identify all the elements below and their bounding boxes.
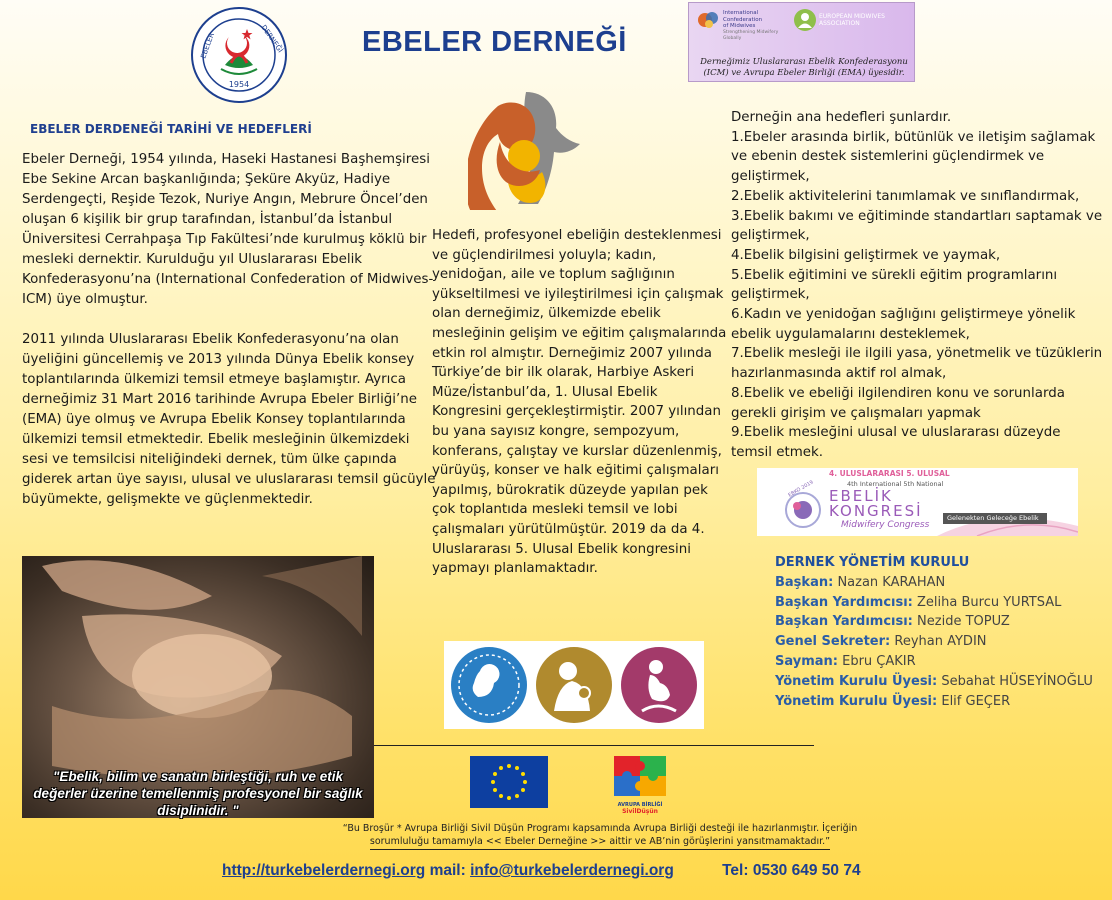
logo-ring-right: DERNEĞİ — [259, 23, 285, 55]
page-title: EBELER DERNEĞİ — [362, 26, 627, 58]
goal-item: 6.Kadın ve yenidoğan sağlığını geliştirmeye yönelik ebelik uygulamalarını desteklemek, — [731, 307, 1076, 342]
board-member — [775, 632, 1105, 652]
congress-intl-line: 4th International 5th National — [847, 480, 944, 488]
disclaimer-line-1: “Bu Broşür * Avrupa Birliği Sivil Düşün Programı kapsamında Avrupa Birliği desteği ile hazırlanmıştır. İçeriğin — [342, 823, 858, 834]
sivil-label-2: SivilDüşün — [622, 808, 658, 815]
member-name: Ebru ÇAKIR — [842, 653, 916, 669]
board-heading: DERNEK YÖNETİM KURULU — [775, 555, 970, 570]
sivil-dusun-logo — [610, 754, 670, 816]
eu-disclaimer — [300, 823, 900, 850]
quote-text: "Ebelik, bilim ve sanatın birleştiği, ruh ve etik değerler üzerine temellenmiş profesyonel bir sağlık disiplinidir. " — [33, 769, 363, 818]
footer-divider — [374, 745, 814, 746]
icon-strip — [444, 641, 704, 729]
goals-section — [731, 108, 1103, 463]
member-name: Reyhan AYDIN — [894, 634, 987, 650]
congress-top-line: 4. ULUSLARARASI 5. ULUSAL — [829, 469, 950, 478]
mail-label: mail: — [429, 862, 466, 879]
goal-item: 8.Ebelik ve ebeliği ilgilendiren konu ve sorunlarda gerekli girişim ve çalışmaları yapmak — [731, 385, 1065, 421]
section-heading: EBELER DERDENEĞİ TARİHİ VE HEDEFLERİ — [30, 122, 312, 136]
association-logo — [191, 7, 287, 103]
member-role: Başkan Yardımcısı: — [775, 614, 913, 630]
member-role: Genel Sekreter: — [775, 634, 891, 650]
icm-caption-line1: Derneğimiz Uluslararası Ebelik Konfederasyonu — [700, 57, 908, 67]
goal-item: 3.Ebelik bakımı ve eğitiminde standartları saptamak ve geliştirmek, — [731, 208, 1103, 244]
mother-icon — [536, 647, 612, 723]
congress-badge: Gelenekten Geleceğe Ebelik — [947, 514, 1039, 522]
goal-item: 9.Ebelik mesleğini ulusal ve uluslararası düzeyde temsil etmek. — [731, 425, 1061, 460]
mission-text: Hedefi, profesyonel ebeliğin desteklenmesi ve güçlendirilmesi yoluyla; kadın, yenidoğan, aile ve toplum sağlığının yükseltilmesi ve iyileştirilmesi için çalışmak olan derneğimiz, ülkemizde ebelik mesleğinin gelişim ve eğitim çalışmalarında etkin rol almıştır. Derneğimiz 2007 yılında Türkiye’de bir ilk olarak, Harbiye Askeri Müze/İstanbul’da, 1. Ulusal Ebelik Kongresini gerçekleştirmiştir. 2007 yılından bu yana sayısız kongre, sempozyum, konferans, çalıştay ve kurslar düzenlenmiş, yürüyüş, konser ve halk eğitimi çalışmaları yapılmış, bürokratik düzeyde yapılan pek çok toplantıda mesleki temsil ve lobi çalışmaları yürütülmüştür. 2019 da da 4. Uluslararası 5. Ulusal Ebelik kongresini yapmayı planlamaktadır. — [432, 228, 727, 577]
goal-item: 1.Ebeler arasında birlik, bütünlük ve iletişim sağlamak ve ebenin destek sistemlerini güçlendirmek ve geliştirmek, — [731, 129, 1096, 185]
disclaimer-line-2: sorumluluğu tamamıyla << Ebeler Derneğine >> aittir ve AB’nin görüşlerini yansıtmamaktadır.” — [370, 836, 830, 851]
logo-ring-left: EBELER — [199, 31, 217, 60]
member-name: Nazan KARAHAN — [837, 574, 946, 590]
goal-item: 4.Ebelik bilgisini geliştirmek ve yaymak, — [731, 247, 1001, 263]
website-link[interactable]: http://turkebelerdernegi.org — [222, 862, 426, 879]
member-name: Zeliha Burcu YURTSAL — [917, 594, 1062, 610]
board-member — [775, 593, 1105, 613]
member-name: Sebahat HÜSEYİNOĞLU — [941, 673, 1093, 689]
ema-name-line: EUROPEAN MIDWIVES — [819, 13, 885, 20]
board-member — [775, 652, 1105, 672]
ema-name-line: ASSOCIATION — [819, 20, 860, 27]
congress-title-2: KONGRESİ — [829, 502, 923, 520]
icm-tagline: Strengthening Midwifery Globally — [723, 29, 779, 41]
sivil-label-1: AVRUPA BİRLİĞİ — [617, 802, 663, 808]
member-name: Nezide TOPUZ — [917, 614, 1010, 630]
congress-logo-text: EBKO 2019 — [787, 479, 815, 499]
eu-flag-logo — [470, 756, 548, 808]
board-member — [775, 692, 1105, 712]
icm-name-line: of Midwives — [723, 23, 756, 29]
congress-subtitle: Midwifery Congress — [841, 520, 930, 530]
pregnancy-icon — [621, 647, 697, 723]
board-member — [775, 573, 1105, 593]
goals-intro: Derneğin ana hedefleri şunlardır. — [731, 110, 952, 125]
ema-logo-icon — [793, 8, 817, 32]
congress-banner — [757, 468, 1078, 536]
icm-ema-badge — [688, 2, 915, 82]
member-name: Elif GEÇER — [941, 693, 1011, 709]
goal-item: 5.Ebelik eğitimini ve sürekli eğitim programlarını geliştirmek, — [731, 267, 1058, 303]
logo-year: 1954 — [228, 80, 250, 89]
goal-item: 7.Ebelik mesleği ile ilgili yasa, yönetmelik ve tüzüklerin hazırlanmasında aktif rol almak, — [731, 346, 1103, 382]
email-link[interactable]: info@turkebelerdernegi.org — [470, 862, 674, 879]
telephone: Tel: 0530 649 50 74 — [722, 862, 861, 879]
board-section — [775, 553, 1105, 711]
member-role: Başkan: — [775, 574, 834, 590]
member-role: Yönetim Kurulu Üyesi: — [775, 673, 938, 689]
history-text — [22, 150, 436, 530]
icm-logo-icon — [697, 9, 721, 31]
contact-line — [222, 862, 861, 880]
member-role: Başkan Yardımcısı: — [775, 594, 913, 610]
member-role: Sayman: — [775, 653, 838, 669]
board-member — [775, 672, 1105, 692]
fetus-icon — [451, 647, 527, 723]
icm-caption-line2: (ICM) ve Avrupa Ebeler Birliği (EMA) üyesidir. — [703, 67, 905, 78]
goal-item: 2.Ebelik aktivitelerini tanımlamak ve sınıflandırmak, — [731, 188, 1080, 204]
icm-name-line: International — [723, 10, 759, 16]
mother-child-illustration — [468, 86, 584, 210]
icm-name-line: Confederation — [723, 16, 763, 23]
congress-title-1: EBELİK — [829, 487, 893, 505]
history-paragraph-1: Ebeler Derneği, 1954 yılında, Haseki Hastanesi Başhemşiresi Ebe Sekine Arcan başkanlığında; Şeküre Akyüz, Hadiye Serdengeçti, Reşide Tezok, Nuriye Angın, Mebrure Öncel’den oluşan 6 kişilik bir grup tarafından, İstanbul’da İstanbul Üniversitesi Cerrahpaşa Tıp Fakültesi’nde kurulmuş köklü bir mesleki dernektir. Kurulduğu yıl Uluslararası Ebelik Konfederasyonu’na (International Confederation of Midwives-ICM) üye olmuştur. — [22, 152, 434, 307]
board-member — [775, 612, 1105, 632]
member-role: Yönetim Kurulu Üyesi: — [775, 693, 938, 709]
history-paragraph-2: 2011 yılında Uluslararası Ebelik Konfederasyonu’na olan üyeliğini güncellemiş ve 2013 yılında Dünya Ebelik konsey toplantılarında ülkemizi temsil etmeye başlamıştır. Ayrıca derneğimiz 31 Mart 2016 tarihinde Avrupa Ebeler Birliği’ne (EMA) üye olmuş ve Avrupa Ebelik Konsey toplantılarında ülkemizi temsil etmektedir. Ebelik mesleğinin ülkemizdeki sesi ve temsilcisi niteliğindeki dernek, tüm ülke çapında giderek artan üye sayısı, ulusal ve uluslararası temsil gücüyle büyümekte, gelişmekte ve güçlenmektedir. — [22, 332, 436, 507]
